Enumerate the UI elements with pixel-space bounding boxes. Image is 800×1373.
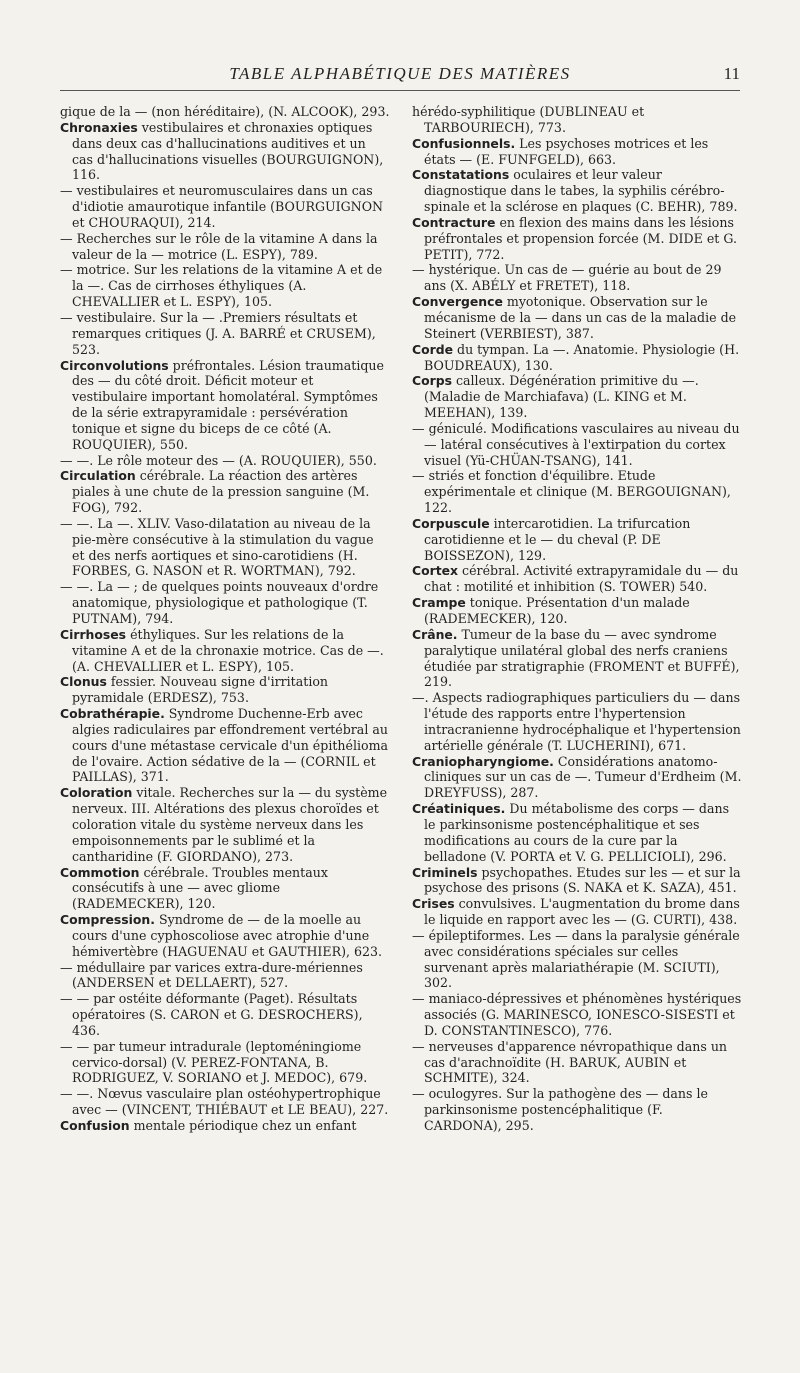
index-entry — [60, 865, 390, 913]
index-entry — [412, 294, 742, 342]
index-entry — [412, 342, 742, 374]
index-entry — [412, 1086, 742, 1134]
entry-text: Les psychoses motrices et les états — (E. FUNFGELD), 663. — [424, 135, 709, 167]
index-entry — [60, 183, 390, 231]
index-entry — [412, 595, 742, 627]
index-entry — [412, 754, 742, 802]
entry-text: en flexion des mains dans les lésions préfrontales et propension forcée (M. DIDE et G. PETIT), 772. — [424, 214, 737, 262]
index-entry — [412, 563, 742, 595]
entry-text: oculaires et leur valeur diagnostique dans le tabes, la syphilis cérébro-spinale et la sclérose en plaques (C. BEHR), 789. — [424, 167, 738, 215]
index-entry — [412, 896, 742, 928]
entry-text: calleux. Dégénération primitive du —. (Maladie de Marchiafava) (L. KING et M. MEEHAN), 139. — [424, 373, 699, 421]
entry-heading: Cortex — [412, 563, 459, 579]
entry-text: — —. Nœvus vasculaire plan ostéohypertrophique avec — (VINCENT, THIÉBAUT et LE BEAU), 227. — [60, 1086, 389, 1118]
index-entry — [60, 627, 390, 675]
index-entry — [60, 262, 390, 310]
index-entry — [60, 785, 390, 864]
entry-text: — —. La — ; de quelques points nouveaux d'ordre anatomique, physiologique et pathologique (T. PUTNAM), 794. — [60, 579, 379, 626]
entry-text: cérébral. Activité extrapyramidale du — du chat : motilité et inhibition (S. TOWER) 540. — [424, 563, 739, 595]
entry-text: — — par ostéite déformante (Paget). Résultats opératoires (S. CARON et G. DESROCHERS), 436. — [60, 991, 363, 1038]
running-title: TABLE ALPHABÉTIQUE DES MATIÈRES — [229, 64, 571, 83]
index-entry — [412, 991, 742, 1039]
index-entry — [412, 215, 742, 263]
entry-heading: Crises — [412, 896, 455, 912]
index-entry — [412, 1039, 742, 1087]
index-entry — [412, 801, 742, 864]
index-entry — [412, 421, 742, 469]
entry-heading: Corpuscule — [412, 515, 490, 531]
header-rule — [60, 90, 740, 91]
entry-heading: Cobrathérapie. — [60, 706, 165, 722]
entry-heading: Circulation — [60, 468, 136, 484]
entry-heading: Clonus — [60, 674, 107, 690]
entry-text: Syndrome de — de la moelle au cours d'une cyphoscoliose avec atrophie d'une hémivertèbre (HAGUENAU et GAUTHIER), 623. — [72, 912, 383, 959]
index-entry — [60, 358, 390, 453]
entry-text: — nerveuses d'apparence névropathique dans un cas d'arachnoïdite (H. BARUK, AUBIN et SCHMITE), 324. — [412, 1038, 728, 1086]
index-entry — [60, 1086, 390, 1118]
entry-text: — —. La —. XLIV. Vaso-dilatation au niveau de la pie-mère consécutive à la stimulation du vague et des nerfs aortiques et sino-carotidiens (H. FORBES, G. NASON et R. WORTMAN), 792. — [60, 515, 374, 579]
entry-text: Considérations anatomo-cliniques sur un cas de —. Tumeur d'Erdheim (M. DREYFUSS), 287. — [424, 753, 742, 801]
entry-heading: Compression. — [60, 912, 155, 928]
entry-text: Du métabolisme des corps — dans le parkinsonisme postencéphalitique et ses modifications au cours de la cure par la belladone (V. PORTA et V. G. PELLICIOLI), 296. — [424, 801, 730, 864]
index-entry — [60, 912, 390, 960]
index-entry — [412, 865, 742, 897]
left-column — [60, 104, 390, 1134]
entry-text: préfrontales. Lésion traumatique des — du côté droit. Déficit moteur et vestibulaire important homolatéral. Symptômes de la série extrapyramidale : persévération tonique et signe du biceps de ce côté (A. ROUQUIER), 550. — [72, 357, 384, 452]
entry-heading: Confusionnels. — [412, 135, 516, 151]
entry-heading: Corde — [412, 341, 453, 357]
entry-text: myotonique. Observation sur le mécanisme de la — dans un cas de la maladie de Steinert (VERBIEST), 387. — [424, 294, 737, 341]
index-entry — [412, 690, 742, 753]
entry-text: éthyliques. Sur les relations de la vitamine A et de la chronaxie motrice. Cas de —. (A. CHEVALLIER et L. ESPY), 105. — [72, 626, 384, 674]
entry-text: psychopathes. Etudes sur les — et sur la psychose des prisons (S. NAKA et K. SAZA), 451. — [424, 864, 741, 896]
index-entry — [60, 310, 390, 358]
entry-text: Syndrome Duchenne-Erb avec algies radiculaires par effondrement vertébral au cours d'une métastase cervicale d'un épithélioma de l'ovaire. Action sédative de la — (CORNIL et PAILLAS), 371. — [72, 706, 389, 785]
entry-text: — hystérique. Un cas de — guérie au bout de 29 ans (X. ABÉLY et FRETET), 118. — [412, 262, 722, 294]
index-entry — [60, 991, 390, 1039]
entry-text: tonique. Présentation d'un malade (RADEMECKER), 120. — [424, 595, 690, 626]
entry-text: — vestibulaires et neuromusculaires dans un cas d'idiotie amaurotique infantile (BOURGUIGNON et CHOURAQUI), 214. — [60, 183, 384, 230]
entry-heading: Créatiniques. — [412, 801, 506, 817]
index-entry — [60, 453, 390, 469]
entry-text: vestibulaires et chronaxies optiques dans deux cas d'hallucinations auditives et un cas d'hallucinations visuelles (BOURGUIGNON), 116. — [72, 119, 384, 183]
index-entry — [60, 468, 390, 516]
entry-text: — striés et fonction d'équilibre. Etude expérimentale et clinique (M. BERGOUIGNAN), 122. — [412, 468, 731, 516]
entry-heading: Circonvolutions — [60, 357, 169, 373]
index-entry — [412, 627, 742, 690]
entry-text: vitale. Recherches sur la — du système nerveux. III. Altérations des plexus choroïdes et coloration vitale du système nerveux dans les empoisonnements par le sublimé et la cantharidine (F. GIORDANO), 273. — [72, 785, 388, 864]
entry-text: convulsives. L'augmentation du brome dans le liquide en rapport avec les — (G. CURTI), 438. — [424, 896, 740, 928]
entry-heading: Contracture — [412, 214, 496, 230]
index-entry — [412, 373, 742, 421]
entry-text: — motrice. Sur les relations de la vitamine A et de la —. Cas de cirrhoses éthyliques (A. CHEVALLIER et L. ESPY), 105. — [60, 262, 383, 310]
entry-text: fessier. Nouveau signe d'irritation pyramidale (ERDESZ), 753. — [72, 674, 329, 706]
entry-text: — maniaco-dépressives et phénomènes hystériques associés (G. MARINESCO, IONESCO-SISESTI et D. CONSTANTINESCO), 776. — [412, 991, 742, 1038]
entry-heading: Commotion — [60, 864, 140, 880]
index-entry — [412, 136, 742, 168]
entry-text: — oculogyres. Sur la pathogène des — dans le parkinsonisme postencéphalitique (F. CARDONA), 295. — [412, 1086, 708, 1133]
entry-heading: Craniopharyngiome. — [412, 753, 554, 769]
entry-text: hérédo-syphilitique (DUBLINEAU et TARBOURIECH), 773. — [412, 104, 645, 135]
entry-text: — géniculé. Modifications vasculaires au niveau du — latéral consécutives à l'extirpation du cortex visuel (Yü-CHÜAN-TSANG), 141. — [412, 420, 740, 468]
right-column — [412, 104, 742, 1134]
index-entry — [412, 262, 742, 294]
entry-heading: Criminels — [412, 864, 478, 880]
entry-heading: Convergence — [412, 294, 503, 310]
index-entry — [412, 468, 742, 516]
index-entry — [60, 1039, 390, 1087]
entry-heading: Confusion — [60, 1118, 130, 1133]
entry-text: mentale périodique chez un enfant — [129, 1118, 357, 1133]
entry-text: du tympan. La —. Anatomie. Physiologie (H. BOUDREAUX), 130. — [424, 341, 740, 373]
index-entry — [60, 579, 390, 627]
entry-heading: Corps — [412, 373, 452, 389]
index-entry — [60, 104, 390, 120]
index-entry — [412, 104, 742, 136]
entry-heading: Constatations — [412, 167, 510, 183]
entry-text: — —. Le rôle moteur des — (A. ROUQUIER), 550. — [60, 452, 377, 468]
entry-heading: Crampe — [412, 595, 466, 611]
entry-text: Tumeur de la base du — avec syndrome paralytique unilatéral global des nerfs craniens étudiée par stratigraphie (FROMENT et BUFFÉ), 219. — [424, 626, 740, 690]
entry-text: cérébrale. La réaction des artères piales à une chute de la pression sanguine (M. FOG), 792. — [72, 468, 370, 516]
entry-text: intercarotidien. La trifurcation carotidienne et le — du cheval (P. DE BOISSEZON), 129. — [424, 515, 691, 563]
index-entry — [60, 1118, 390, 1134]
index-entry — [412, 928, 742, 991]
entry-heading: Cirrhoses — [60, 626, 127, 642]
entry-text: — épileptiformes. Les — dans la paralysie générale avec considérations spéciales sur celles survenant après malariathérapie (M. SCIUTI), 302. — [412, 927, 740, 991]
entry-text: cérébrale. Troubles mentaux consécutifs à une — avec gliome (RADEMECKER), 120. — [72, 864, 328, 912]
entry-text: —. Aspects radiographiques particuliers du — dans l'étude des rapports entre l'hypertension intracranienne hydrocéphalique et l'hypertension artérielle générale (T. LUCHERINI), 671. — [412, 690, 741, 753]
index-entry — [412, 167, 742, 215]
entry-heading: Coloration — [60, 785, 133, 801]
entry-text: — — par tumeur intradurale (leptoméningiome cervico-dorsal) (V. PEREZ-FONTANA, B. RODRIGUEZ, V. SORIANO et J. MEDOC), 679. — [60, 1038, 368, 1086]
index-entry — [60, 960, 390, 992]
index-entry — [60, 674, 390, 706]
entry-text: gique de la — (non héréditaire), (N. ALCOOK), 293. — [60, 104, 390, 119]
index-entry — [60, 231, 390, 263]
entry-text: — vestibulaire. Sur la — .Premiers résultats et remarques critiques (J. A. BARRÉ et CRUSEM), 523. — [60, 309, 376, 357]
entry-text: — médullaire par varices extra-dure-mériennes (ANDERSEN et DELLAERT), 527. — [60, 959, 363, 991]
index-entry — [412, 516, 742, 564]
entry-text: — Recherches sur le rôle de la vitamine A dans la valeur de la — motrice (L. ESPY), 789. — [60, 230, 378, 262]
index-entry — [60, 120, 390, 183]
entry-heading: Chronaxies — [60, 119, 138, 135]
index-entry — [60, 516, 390, 579]
entry-heading: Crâne. — [412, 626, 458, 642]
index-entry — [60, 706, 390, 785]
page-number: 11 — [723, 64, 740, 83]
